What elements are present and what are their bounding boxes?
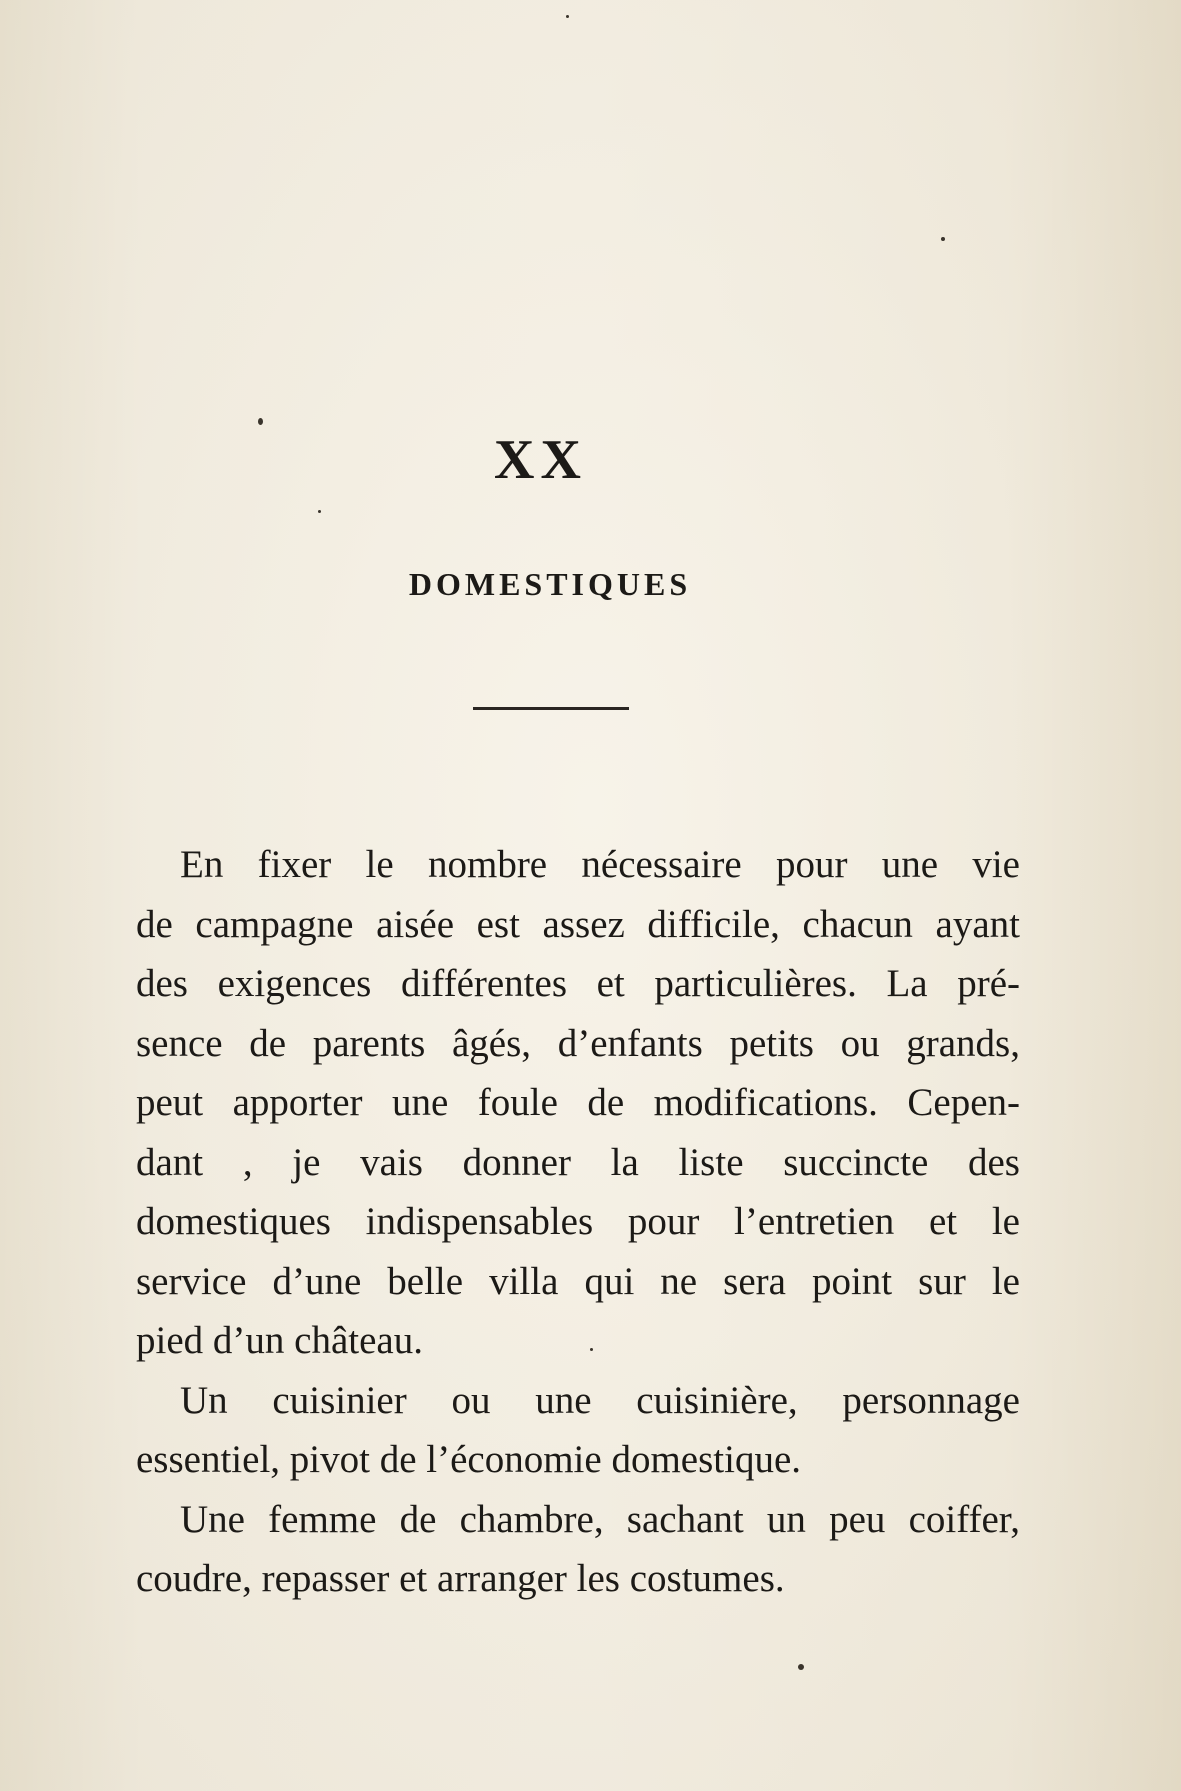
ink-speck (798, 1664, 804, 1670)
paragraph (92, 1371, 1020, 1490)
ink-speck (590, 1348, 593, 1351)
body-text (92, 835, 1020, 1609)
text-line: des exigences différentes et particulières. La pré- (136, 962, 1020, 1005)
ink-speck (318, 510, 321, 513)
text-line: coudre, repasser et arranger les costumes. (136, 1557, 785, 1600)
paragraph (92, 835, 1020, 1371)
title-rule (473, 707, 629, 710)
text-line: Une femme de chambre, sachant un peu coiffer, (180, 1497, 1020, 1541)
text-line: service d’une belle villa qui ne sera point sur le (136, 1259, 1020, 1303)
text-line: domestiques indispensables pour l’entretien et le (136, 1200, 1020, 1243)
chapter-title: DOMESTIQUES (408, 566, 692, 602)
chapter-number: XX (494, 429, 587, 491)
text-line: En fixer le nombre nécessaire pour une vie (180, 843, 1020, 886)
paragraph (92, 1490, 1020, 1609)
text-line: peut apporter une foule de modifications. Cepen- (136, 1081, 1020, 1124)
ink-speck (566, 15, 569, 18)
ink-speck (941, 237, 945, 241)
text-line: sence de parents âgés, d’enfants petits ou grands, (136, 1021, 1020, 1065)
text-line: Un cuisinier ou une cuisinière, personnage (180, 1378, 1020, 1422)
text-line: de campagne aisée est assez difficile, chacun ayant (136, 902, 1020, 946)
text-line: essentiel, pivot de l’économie domestique. (136, 1438, 801, 1481)
ink-speck (258, 418, 263, 425)
text-line: pied d’un château. (136, 1319, 423, 1362)
text-line: dant , je vais donner la liste succincte des (136, 1140, 1020, 1184)
